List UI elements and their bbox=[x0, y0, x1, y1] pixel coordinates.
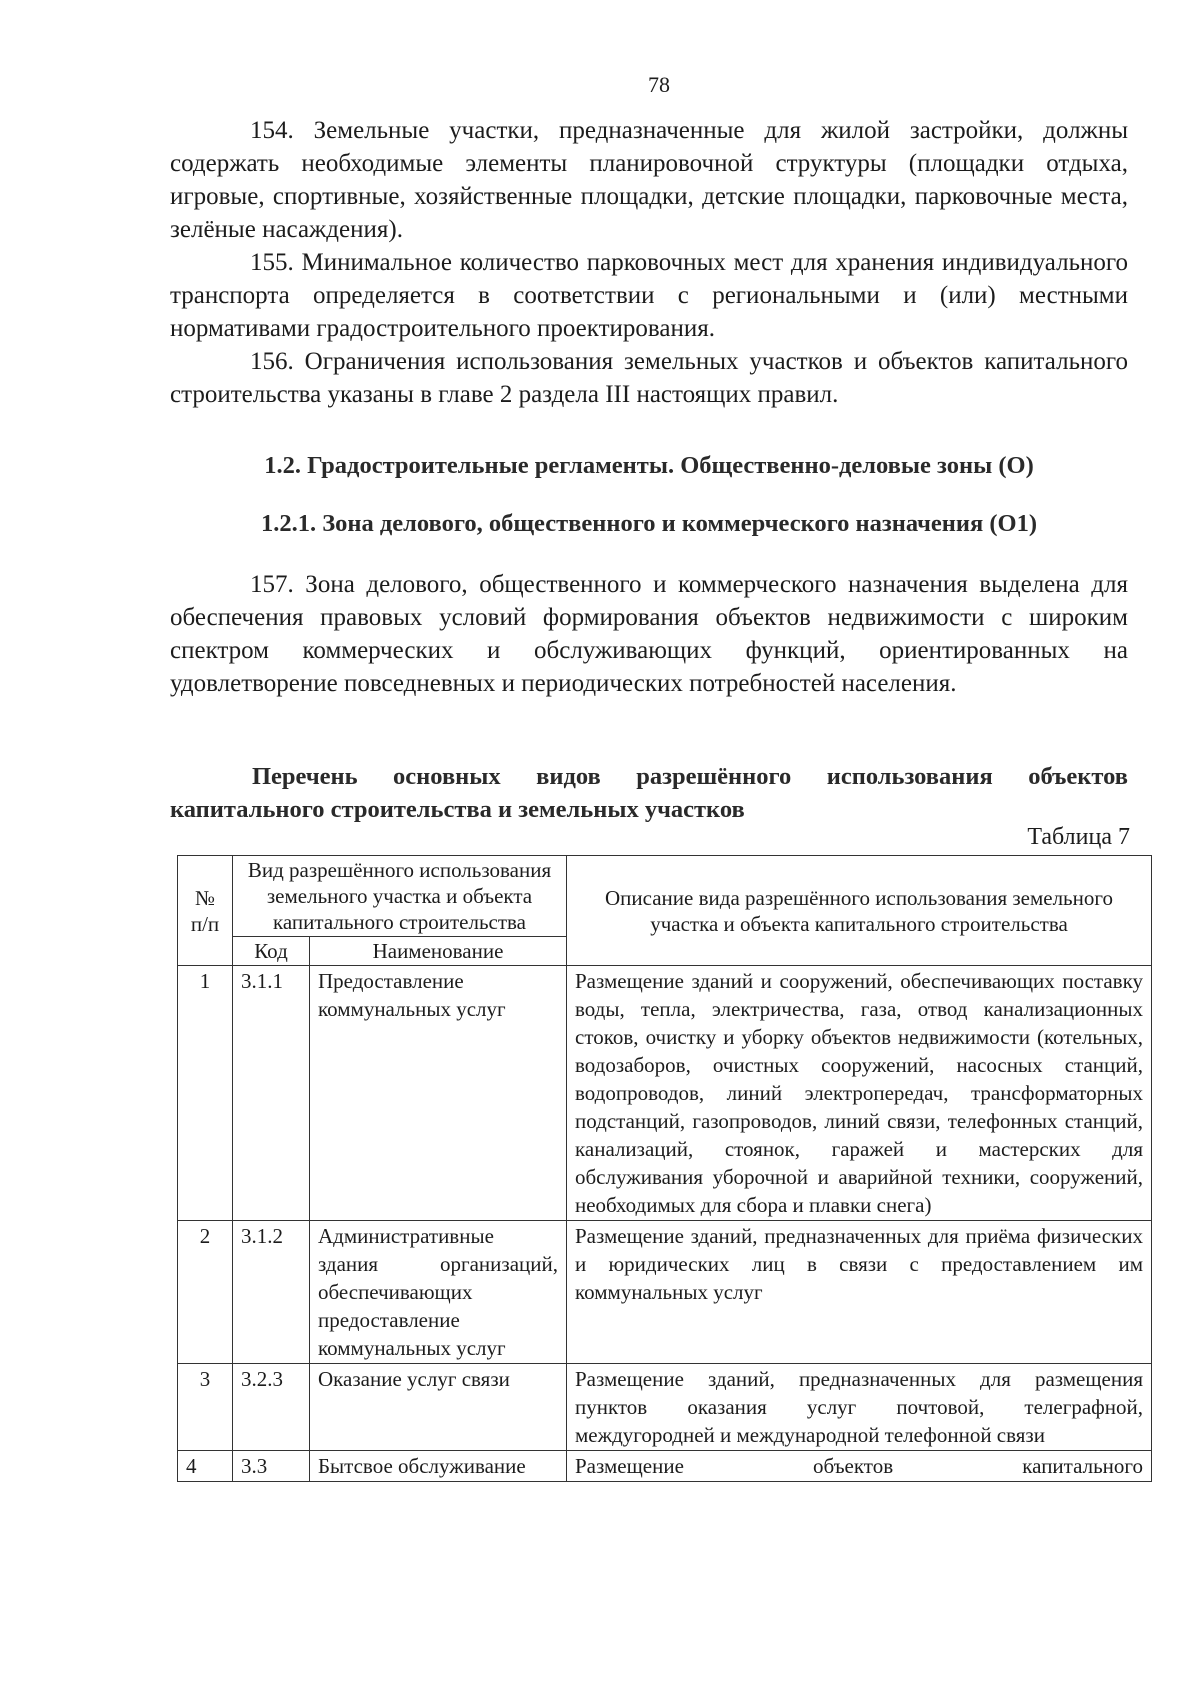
row-name: Административные здания организаций, обеспечивающих предоставление коммунальных услуг bbox=[310, 1221, 567, 1364]
row-description: Размещение объектов капитального bbox=[567, 1451, 1152, 1482]
row-description: Размещение зданий, предназначенных для приёма физических и юридических лиц в связи с предоставлением им коммунальных услуг bbox=[567, 1221, 1152, 1364]
row-description: Размещение зданий и сооружений, обеспечивающих поставку воды, тепла, электричества, газа, отвод канализационных стоков, очистку и уборку объектов недвижимости (котельных, водозаборов, очистных сооружений, насосных станций, водопроводов, линий электропередач, трансформаторных подстанций, газопроводов, линий связи, телефонных станций, канализаций, стоянок, гаражей и мастерских для обслуживания уборочной и аварийной техники, сооружений, необходимых для сбора и плавки снега) bbox=[567, 966, 1152, 1221]
header-code: Код bbox=[233, 937, 310, 966]
permitted-use-table bbox=[177, 855, 1152, 1482]
header-description: Описание вида разрешённого использования земельного участка и объекта капитального строительства bbox=[567, 856, 1152, 966]
row-num: 3 bbox=[178, 1364, 233, 1451]
paragraph-157-block bbox=[170, 568, 1128, 700]
table-title: Перечень основных видов разрешённого использования объектов капитального строительства и земельных участков bbox=[170, 763, 1128, 823]
table-label: Таблица 7 bbox=[1027, 824, 1130, 850]
row-name: Предоставление коммунальных услуг bbox=[310, 966, 567, 1221]
row-name: Оказание услуг связи bbox=[310, 1364, 567, 1451]
row-num: 4 bbox=[178, 1451, 233, 1482]
row-num: 2 bbox=[178, 1221, 233, 1364]
section-heading: 1.2. Градостроительные регламенты. Общественно-деловые зоны (О) bbox=[264, 452, 1034, 479]
row-num: 1 bbox=[178, 966, 233, 1221]
row-code: 3.2.3 bbox=[233, 1364, 310, 1451]
row-code: 3.1.2 bbox=[233, 1221, 310, 1364]
paragraph-154: 154. Земельные участки, предназначенные для жилой застройки, должны содержать необходимые элементы планировочной структуры (площадки отдыха, игровые, спортивные, хозяйственные площадки, детские площадки, парковочные места, зелёные насаждения). bbox=[170, 117, 1128, 243]
table-row bbox=[178, 1364, 1152, 1451]
row-code: 3.1.1 bbox=[233, 966, 310, 1221]
paragraph-156: 156. Ограничения использования земельных участков и объектов капитального строительства указаны в главе 2 раздела III настоящих правил. bbox=[170, 348, 1128, 408]
row-description: Размещение зданий, предназначенных для размещения пунктов оказания услуг почтовой, телеграфной, междугородней и международной телефонной связи bbox=[567, 1364, 1152, 1451]
table-row bbox=[178, 1221, 1152, 1364]
header-num: № п/п bbox=[178, 856, 233, 966]
paragraph-157: 157. Зона делового, общественного и коммерческого назначения выделена для обеспечения правовых условий формирования объектов недвижимости с широким спектром коммерческих и обслуживающих функций, ориентированных на удовлетворение повседневных и периодических потребностей населения. bbox=[170, 571, 1128, 697]
header-name: Наименование bbox=[310, 937, 567, 966]
row-code: 3.3 bbox=[233, 1451, 310, 1482]
table-row bbox=[178, 966, 1152, 1221]
subsection-heading: 1.2.1. Зона делового, общественного и коммерческого назначения (О1) bbox=[260, 510, 1038, 537]
paragraph-155: 155. Минимальное количество парковочных мест для хранения индивидуального транспорта определяется в соответствии с региональными и (или) местными нормативами градостроительного проектирования. bbox=[170, 249, 1128, 342]
page-number: 78 bbox=[648, 72, 670, 97]
header-kind: Вид разрешённого использования земельного участка и объекта капитального строительства bbox=[233, 856, 567, 937]
row-name: Бытсвое обслуживание bbox=[310, 1451, 567, 1482]
table-header-row bbox=[178, 856, 1152, 937]
table-row bbox=[178, 1451, 1152, 1482]
paragraphs-top bbox=[170, 114, 1128, 411]
